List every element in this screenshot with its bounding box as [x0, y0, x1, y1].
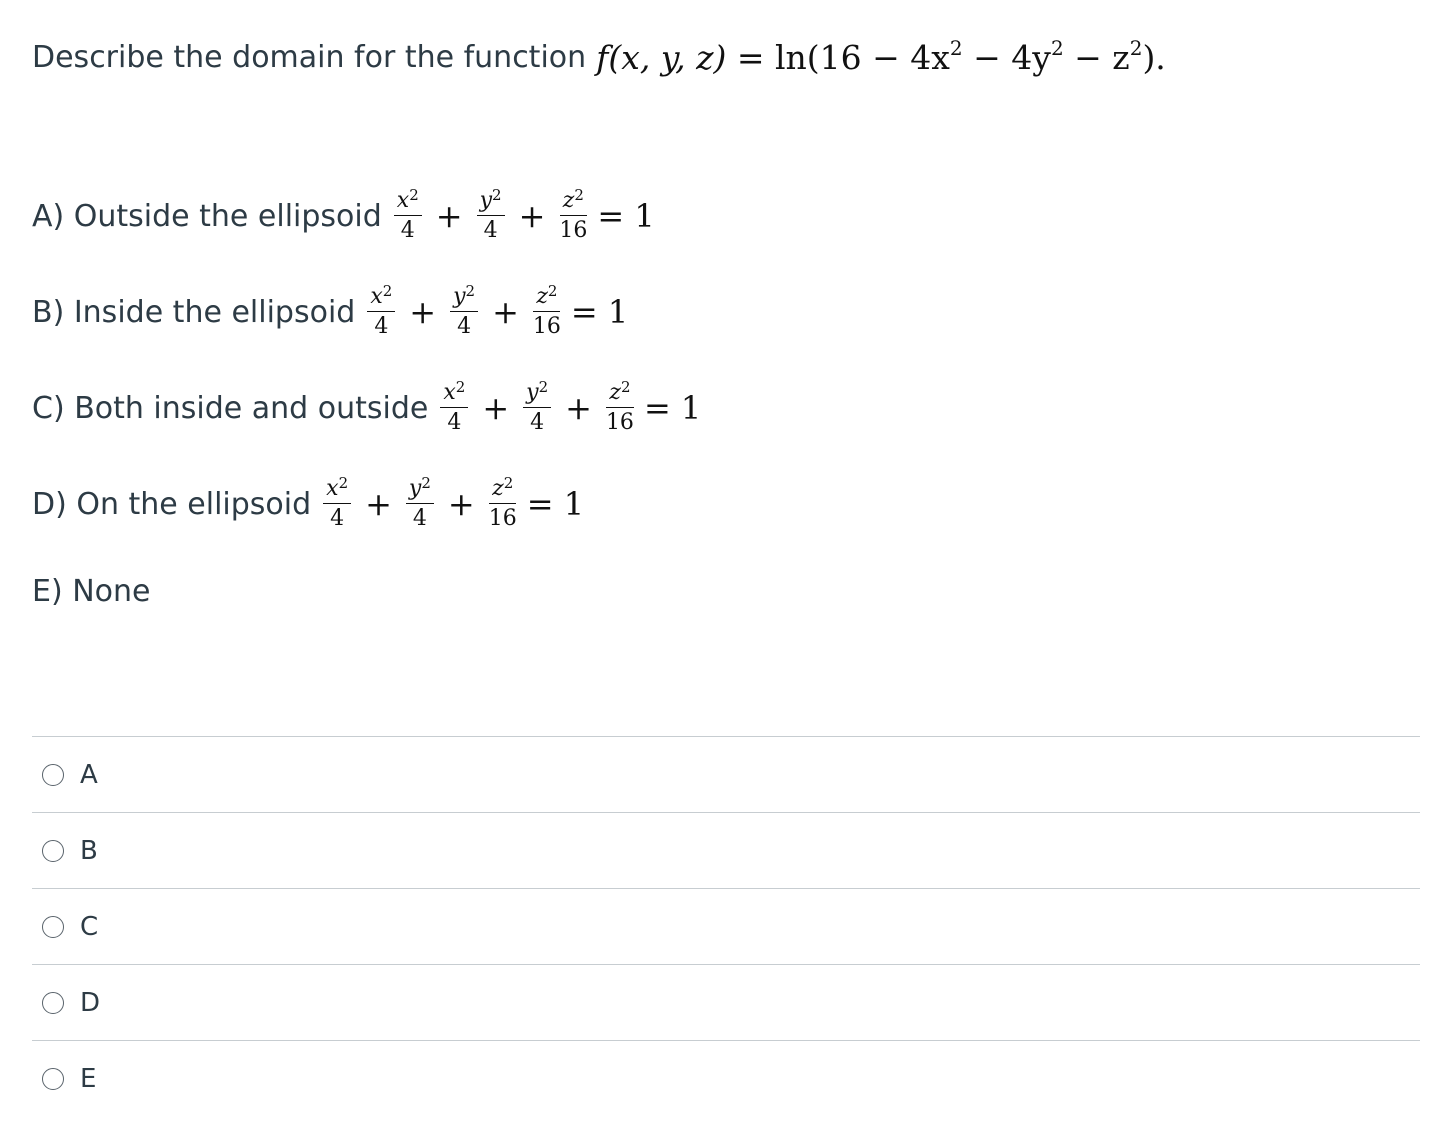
radio-button[interactable] [42, 992, 64, 1014]
ellipsoid-equation: $\frac{x^2}{4}$ + $\frac{y^2}{4}$ + $\frac{z^2}{16}$ = 1 [390, 190, 655, 242]
ellipsoid-equation: $\frac{x^2}{4}$ + $\frac{y^2}{4}$ + $\frac{z^2}{16}$ = 1 [363, 286, 628, 338]
option-e [32, 574, 150, 609]
radio-button[interactable] [42, 840, 64, 862]
option-a-label: A) Outside the ellipsoid [32, 198, 382, 234]
radio-button[interactable] [42, 916, 64, 938]
option-c [32, 378, 702, 435]
option-b-label: B) Inside the ellipsoid [32, 294, 356, 330]
answer-choice-a[interactable] [32, 736, 1420, 812]
answer-label: E [80, 1063, 97, 1094]
radio-button[interactable] [42, 1068, 64, 1090]
option-b [32, 282, 629, 339]
question-prefix: Describe the domain for the function [32, 40, 587, 75]
option-a [32, 186, 655, 243]
answer-label: A [80, 759, 98, 790]
radio-button[interactable] [42, 764, 64, 786]
answer-choice-d[interactable] [32, 964, 1420, 1040]
answer-choice-c[interactable] [32, 888, 1420, 964]
ellipsoid-equation: $\frac{x^2}{4}$ + $\frac{y^2}{4}$ + $\frac{z^2}{16}$ = 1 [319, 478, 584, 530]
option-c-label: C) Both inside and outside [32, 390, 429, 426]
answer-label: D [80, 987, 101, 1018]
answer-label: C [80, 911, 99, 942]
question-text [32, 38, 1166, 77]
answer-choice-e[interactable] [32, 1040, 1420, 1116]
ellipsoid-equation: $\frac{x^2}{4}$ + $\frac{y^2}{4}$ + $\frac{z^2}{16}$ = 1 [436, 382, 701, 434]
answer-choice-b[interactable] [32, 812, 1420, 888]
option-e-label: E) None [32, 574, 151, 609]
function-formula: f(x, y, $z) = \ln(16 - 4x^2 - 4y^2 - z^2)$. [596, 36, 1166, 77]
answer-label: B [80, 835, 98, 866]
option-d [32, 474, 585, 531]
answer-list [32, 736, 1420, 1116]
option-d-label: D) On the ellipsoid [32, 486, 312, 522]
